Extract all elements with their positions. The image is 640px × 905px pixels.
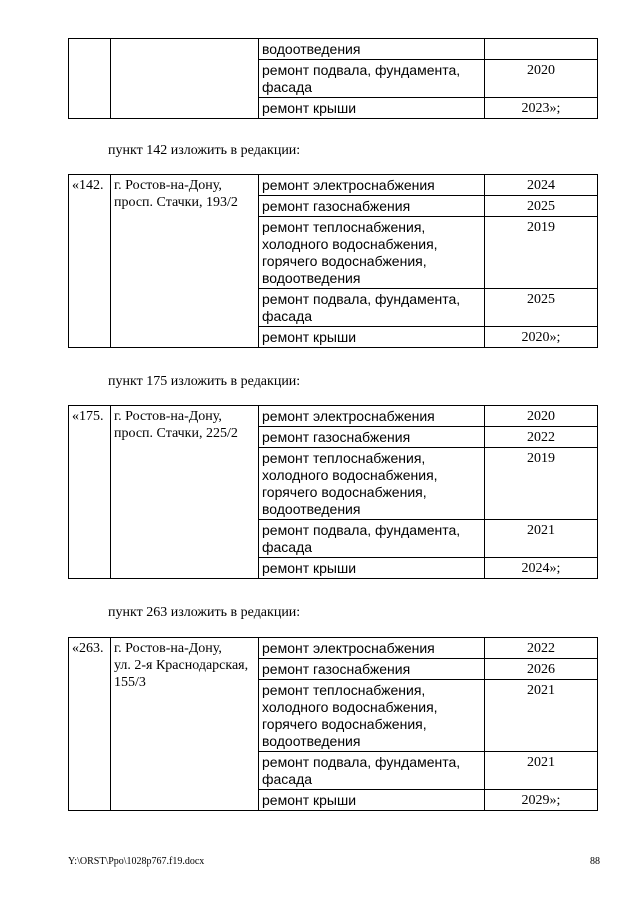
work-cell: ремонт подвала, фундамента, фасада	[259, 752, 485, 790]
work-cell: ремонт подвала, фундамента, фасада	[259, 289, 485, 327]
paragraph-heading: пункт 263 изложить в редакции:	[108, 605, 301, 620]
year-cell: 2025	[485, 289, 598, 327]
footer-page-number: 88	[590, 856, 600, 867]
work-cell: ремонт газоснабжения	[259, 659, 485, 680]
table-row	[69, 39, 598, 60]
table-block-142	[68, 174, 598, 348]
year-cell: 2026	[485, 659, 598, 680]
year-cell: 2024	[485, 175, 598, 196]
number-cell: «263.	[69, 638, 111, 811]
year-cell: 2022	[485, 638, 598, 659]
work-cell: ремонт электроснабжения	[259, 406, 485, 427]
year-cell: 2021	[485, 680, 598, 752]
year-cell: 2024»;	[485, 558, 598, 579]
work-cell: ремонт крыши	[259, 98, 485, 119]
work-cell: ремонт крыши	[259, 327, 485, 348]
work-cell: ремонт крыши	[259, 790, 485, 811]
work-cell: ремонт подвала, фундамента, фасада	[259, 60, 485, 98]
work-cell: ремонт газоснабжения	[259, 427, 485, 448]
work-cell: ремонт подвала, фундамента, фасада	[259, 520, 485, 558]
address-cell: г. Ростов-на-Дону, ул. 2-я Краснодарская, 155/3	[111, 638, 259, 811]
year-cell: 2020»;	[485, 327, 598, 348]
table-row	[69, 406, 598, 427]
year-cell	[485, 39, 598, 60]
year-cell: 2020	[485, 60, 598, 98]
table-row	[69, 175, 598, 196]
work-cell: ремонт крыши	[259, 558, 485, 579]
year-cell: 2019	[485, 448, 598, 520]
work-cell: водоотведения	[259, 39, 485, 60]
paragraph-heading: пункт 175 изложить в редакции:	[108, 374, 301, 389]
address-cell: г. Ростов-на-Дону, просп. Стачки, 193/2	[111, 175, 259, 348]
work-cell: ремонт теплоснабжения, холодного водоснабжения, горячего водоснабжения, водоотведения	[259, 680, 485, 752]
year-cell: 2025	[485, 196, 598, 217]
address-cell	[111, 39, 259, 119]
year-cell: 2021	[485, 752, 598, 790]
year-cell: 2021	[485, 520, 598, 558]
year-cell: 2022	[485, 427, 598, 448]
year-cell: 2023»;	[485, 98, 598, 119]
table-block-263	[68, 637, 598, 811]
table-block-175	[68, 405, 598, 579]
table-row	[69, 638, 598, 659]
work-cell: ремонт электроснабжения	[259, 175, 485, 196]
paragraph-heading: пункт 142 изложить в редакции:	[108, 143, 301, 158]
number-cell	[69, 39, 111, 119]
table-fragment-top	[68, 38, 598, 119]
footer-file-path: Y:\ORST\Ppo\1028p767.f19.docx	[68, 856, 205, 867]
year-cell: 2029»;	[485, 790, 598, 811]
number-cell: «142.	[69, 175, 111, 348]
year-cell: 2019	[485, 217, 598, 289]
work-cell: ремонт газоснабжения	[259, 196, 485, 217]
year-cell: 2020	[485, 406, 598, 427]
work-cell: ремонт электроснабжения	[259, 638, 485, 659]
number-cell: «175.	[69, 406, 111, 579]
work-cell: ремонт теплоснабжения, холодного водоснабжения, горячего водоснабжения, водоотведения	[259, 217, 485, 289]
work-cell: ремонт теплоснабжения, холодного водоснабжения, горячего водоснабжения, водоотведения	[259, 448, 485, 520]
address-cell: г. Ростов-на-Дону, просп. Стачки, 225/2	[111, 406, 259, 579]
